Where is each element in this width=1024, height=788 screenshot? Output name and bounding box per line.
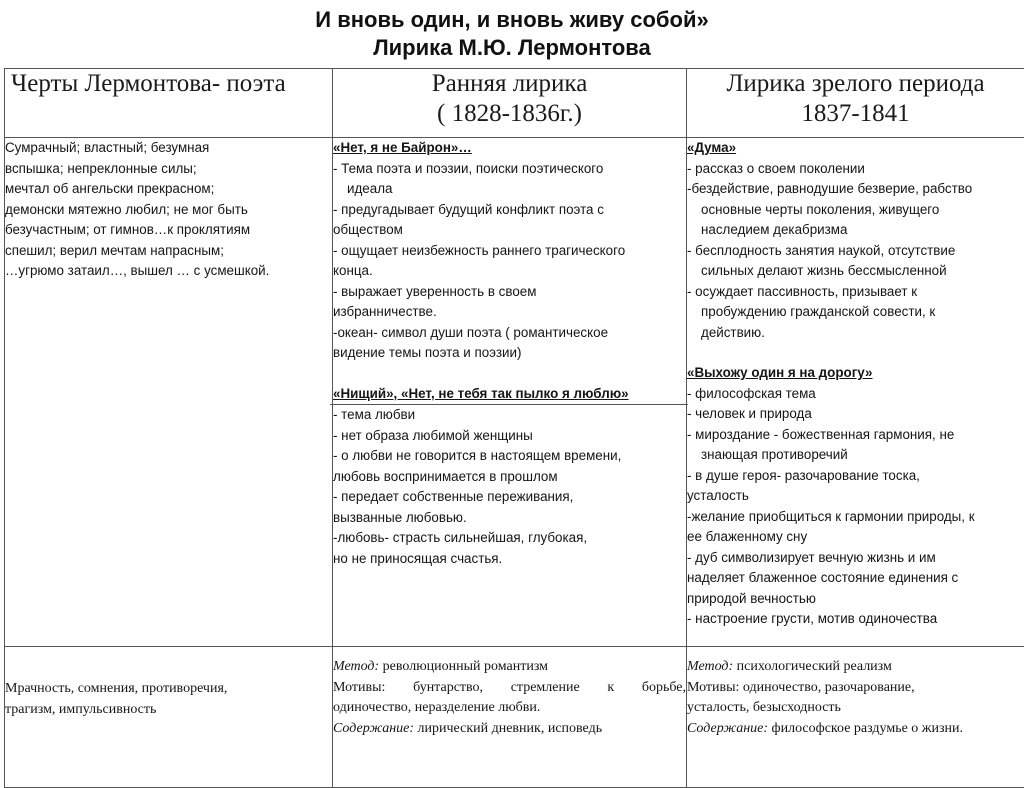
traits-line: безучастным; от гимнов…к проклятиям — [5, 220, 332, 241]
summary-traits-cell — [5, 647, 333, 788]
early-poem1-line: -океан- символ души поэта ( романтическое — [333, 323, 686, 344]
early-poem1-line: идеала — [333, 179, 686, 200]
traits-cell — [5, 138, 333, 647]
early-poem1-line: обществом — [333, 220, 686, 241]
mature-poem1-line: сильных делают жизнь бессмысленной — [687, 261, 1024, 282]
mature-poem2-line: - настроение грусти, мотив одиночества — [687, 609, 1024, 630]
early-poem1-title: «Нет, я не Байрон»… — [333, 138, 686, 159]
early-poem2-line: любовь воспринимается в прошлом — [333, 467, 686, 488]
traits-line: Сумрачный; властный; безумная — [5, 138, 332, 159]
mature-poem1-title: «Дума» — [687, 138, 1024, 159]
header-mature-line1: Лирика зрелого периода — [687, 69, 1024, 99]
early-content — [333, 719, 686, 740]
early-poem2-line: -любовь- страсть сильнейшая, глубокая, — [333, 528, 686, 549]
mature-motifs-line: Мотивы: одиночество, разочарование, — [687, 678, 1024, 699]
summary-mature-cell — [687, 647, 1024, 788]
header-early — [333, 69, 687, 138]
mature-poem1-line: основные черты поколения, живущего — [687, 200, 1024, 221]
spacer — [687, 343, 1024, 363]
mature-poem2-line: - философская тема — [687, 384, 1024, 405]
early-motifs-line: Мотивы: бунтарство, стремление к борьбе, — [333, 678, 686, 699]
mature-poem2-line: ее блаженному сну — [687, 527, 1024, 548]
traits-line: мечтал об ангельски прекрасном; — [5, 179, 332, 200]
early-poem1-line: избранничестве. — [333, 302, 686, 323]
mature-poem2-line: -желание приобщиться к гармонии природы, к — [687, 507, 1024, 528]
mature-poem1-line: -бездействие, равнодушие безверие, рабство — [687, 179, 1024, 200]
spacer — [333, 364, 686, 384]
method-value: психологический реализм — [733, 659, 892, 674]
mature-content — [687, 719, 1024, 740]
header-traits — [5, 69, 333, 138]
mature-poem1-line: - осуждает пассивность, призывает к — [687, 282, 1024, 303]
mature-poem1-line: - бесплодность занятия наукой, отсутствие — [687, 241, 1024, 262]
early-poem1-line: - Тема поэта и поэзии, поиски поэтического — [333, 159, 686, 180]
early-poem2-line: - о любви не говорится в настоящем времени, — [333, 446, 686, 467]
mature-poem2-line: - в душе героя- разочарование тоска, — [687, 466, 1024, 487]
early-lyrics-cell — [333, 138, 687, 647]
method-label: Метод: — [333, 659, 379, 674]
early-poem1-line: - предугадывает будущий конфликт поэта с — [333, 200, 686, 221]
content-label: Содержание: — [333, 721, 414, 736]
method-value: революционный романтизм — [379, 659, 548, 674]
mature-poem1-line: наследием декабризма — [687, 220, 1024, 241]
summary-traits-line: трагизм, импульсивность — [5, 700, 332, 721]
early-poem1-line: конца. — [333, 261, 686, 282]
mature-motifs-line: усталость, безысходность — [687, 698, 1024, 719]
mature-poem1-line: - рассказ о своем поколении — [687, 159, 1024, 180]
early-poem2-line: - нет образа любимой женщины — [333, 426, 686, 447]
mature-poem2-line: - человек и природа — [687, 404, 1024, 425]
header-mature — [687, 69, 1024, 138]
title-line-2: Лирика М.Ю. Лермонтова — [0, 34, 1024, 62]
traits-line: вспышка; непреклонные силы; — [5, 159, 332, 180]
header-row — [5, 69, 1024, 138]
content-value: философское раздумье о жизни. — [768, 721, 963, 736]
mature-poem2-line: наделяет блаженное состояние единения с — [687, 568, 1024, 589]
traits-line: …угрюмо затаил…, вышел … с усмешкой. — [5, 261, 332, 282]
details-row — [5, 138, 1024, 647]
title-line-1: И вновь один, и вновь живу собой» — [0, 6, 1024, 34]
mature-lyrics-cell — [687, 138, 1024, 647]
mature-poem1-line: пробуждению гражданской совести, к — [687, 302, 1024, 323]
mature-poem2-line: природой вечностью — [687, 589, 1024, 610]
mature-poem2-line: усталость — [687, 486, 1024, 507]
method-label: Метод: — [687, 659, 733, 674]
mature-poem2-line: знающая противоречий — [687, 445, 1024, 466]
early-poem2-title: «Нищий», «Нет, не тебя так пылко я люблю» — [333, 384, 686, 405]
mature-method — [687, 657, 1024, 678]
header-traits-label: Черты Лермонтова- поэта — [11, 70, 286, 97]
header-early-line2: ( 1828-1836г.) — [333, 99, 686, 129]
early-poem2-line: вызванные любовью. — [333, 508, 686, 529]
early-poem1-line: видение темы поэта и поэзии) — [333, 343, 686, 364]
mature-poem2-line: - мироздание - божественная гармония, не — [687, 425, 1024, 446]
traits-line: спешил; верил мечтам напрасным; — [5, 241, 332, 262]
summary-traits-line: Мрачность, сомнения, противоречия, — [5, 679, 332, 700]
traits-line: демонски мятежно любил; не мог быть — [5, 200, 332, 221]
lyrics-table — [4, 68, 1024, 788]
summary-early-cell — [333, 647, 687, 788]
early-poem1-line: - ощущает неизбежность раннего трагического — [333, 241, 686, 262]
early-motifs-line: одиночество, неразделение любви. — [333, 698, 686, 719]
early-poem2-line: - передает собственные переживания, — [333, 487, 686, 508]
header-early-line1: Ранняя лирика — [333, 69, 686, 99]
early-poem2-line: но не приносящая счастья. — [333, 549, 686, 570]
mature-poem1-line: действию. — [687, 323, 1024, 344]
header-mature-line2: 1837-1841 — [687, 99, 1024, 129]
content-value: лирический дневник, исповедь — [414, 721, 602, 736]
summary-row — [5, 647, 1024, 788]
content-label: Содержание: — [687, 721, 768, 736]
early-method — [333, 657, 686, 678]
early-poem1-line: - выражает уверенность в своем — [333, 282, 686, 303]
mature-poem2-line: - дуб символизирует вечную жизнь и им — [687, 548, 1024, 569]
early-poem2-line: - тема любви — [333, 405, 686, 426]
mature-poem2-title: «Выхожу один я на дорогу» — [687, 363, 1024, 384]
